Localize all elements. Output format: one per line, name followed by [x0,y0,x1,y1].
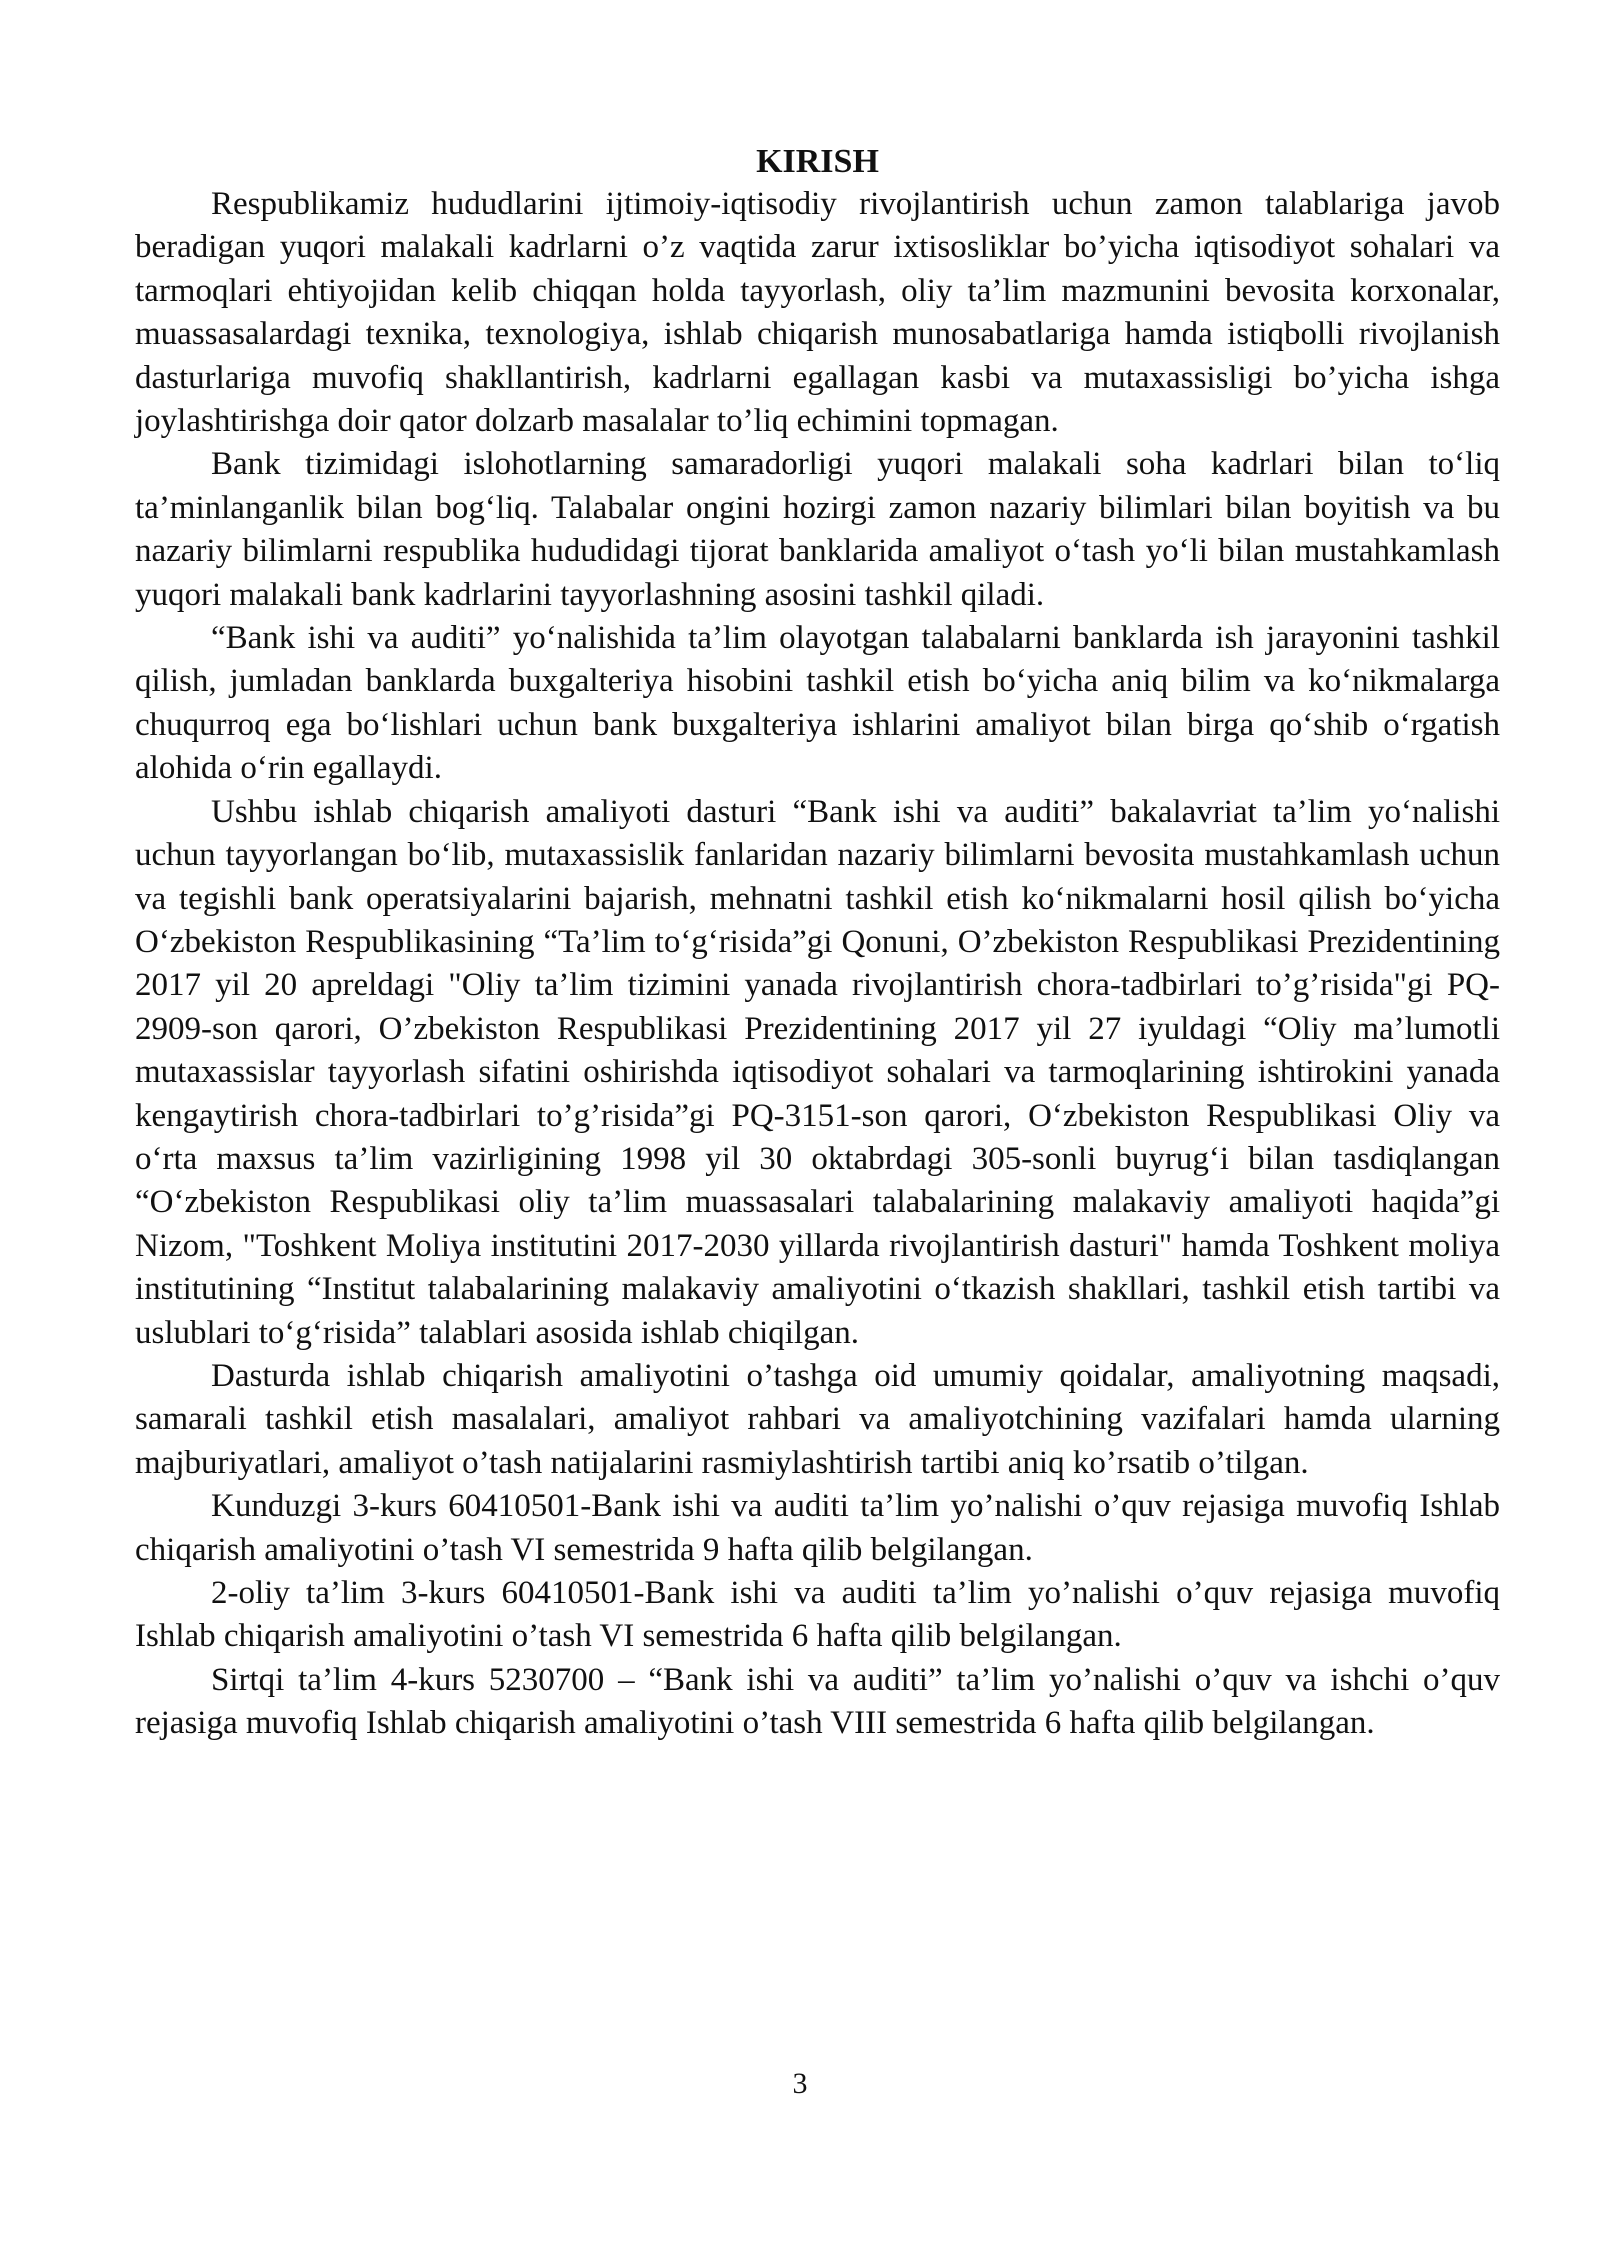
paragraph-bank-audit-direction: “Bank ishi va auditi” yo‘nalishida ta’lim olayotgan talabalarni banklarda ish jarayonini tashkil qilish, jumladan banklarda buxgalteriya hisobini tashkil etish bo‘yicha aniq bilim va ko‘nikmalarga chuqurroq ega bo‘lishlari uchun bank buxgalteriya ishlarini amaliyot bilan birga qo‘shib o‘rgatish alohida o‘rin egallaydi. [135,620,1500,787]
paragraph-program-basis: Ushbu ishlab chiqarish amaliyoti dasturi “Bank ishi va auditi” bakalavriat ta’lim yo‘nalishi uchun tayyorlangan bo‘lib, mutaxassislik fanlaridan nazariy bilimlarni bevosita mustahkamlash uchun va tegishli bank operatsiyalarini bajarish, mehnatni tashkil etish ko‘nikmalarni hosil qilish bo‘yicha O‘zbekiston Respublikasining “Ta’lim to‘g‘risida”gi Qonuni, O’zbekiston Respublikasi Prezidentining 2017 yil 20 apreldagi "Oliy ta’lim tizimini yanada rivojlantirish chora-tadbirlari to’g’risida"gi PQ-2909-son qarori, O’zbekiston Respublikasi Prezidentining 2017 yil 27 iyuldagi “Oliy ma’lumotli mutaxassislar tayyorlash sifatini oshirishda iqtisodiyot sohalari va tarmoqlarining ishtirokini yanada kengaytirish chora-tadbirlari to’g’risida”gi PQ-3151-son qarori, O‘zbekiston Respublikasi Oliy va o‘rta maxsus ta’lim vazirligining 1998 yil 30 oktabrdagi 305-sonli buyrug‘i bilan tasdiqlangan “O‘zbekiston Respublikasi oliy ta’lim muassasalari talabalarining malakaviy amaliyoti haqida”gi Nizom, "Toshkent Moliya institutini 2017-2030 yillarda rivojlantirish dasturi" hamda Toshkent moliya institutining “Institut talabalarining malakaviy amaliyotini o‘tkazish shakllari, tashkil etish tartibi va uslublari to‘g‘risida” talablari asosida ishlab chiqilgan. [135,793,1500,1351]
paragraph-correspondence-course: Sirtqi ta’lim 4-kurs 5230700 – “Bank ishi va auditi” ta’lim yo’nalishi o’quv va ishchi o’quv rejasiga muvofiq Ishlab chiqarish amaliyotini o’tash VIII semestrida 6 hafta qilib belgilangan. [135,1661,1500,1742]
paragraph-bank-reforms: Bank tizimidagi islohotlarning samaradorligi yuqori malakali soha kadrlari bilan to‘liq ta’minlanganlik bilan bog‘liq. Talabalar ongini hozirgi zamon nazariy bilimlari bilan boyitish va bu nazariy bilimlarni respublika hududidagi tijorat banklarida amaliyot o‘tash yo‘li bilan mustahkamlash yuqori malakali bank kadrlarini tayyorlashning asosini tashkil qiladi. [135,446,1500,613]
paragraph-program-contents: Dasturda ishlab chiqarish amaliyotini o’tashga oid umumiy qoidalar, amaliyotning maqsadi, samarali tashkil etish masalalari, amaliyot rahbari va amaliyotchining vazifalari hamda ularning majburiyatlari, amaliyot o’tash natijalarini rasmiylashtirish tartibi aniq ko’rsatib o’tilgan. [135,1357,1500,1481]
paragraph-daytime-course: Kunduzgi 3-kurs 60410501-Bank ishi va auditi ta’lim yo’nalishi o’quv rejasiga muvofiq Ishlab chiqarish amaliyotini o’tash VI semestrida 9 hafta qilib belgilangan. [135,1488,1500,1568]
page-number: 3 [792,2067,808,2100]
paragraph-second-degree-course: 2-oliy ta’lim 3-kurs 60410501-Bank ishi va auditi ta’lim yo’nalishi o’quv rejasiga muvofiq Ishlab chiqarish amaliyotini o’tash VI semestrida 6 hafta qilib belgilangan. [135,1575,1500,1655]
page-title: KIRISH [756,143,879,180]
document-page [135,140,1500,1746]
paragraph-intro: Respublikamiz hududlarini ijtimoiy-iqtisodiy rivojlantirish uchun zamon talablariga javob beradigan yuqori malakali kadrlarni o’z vaqtida zarur ixtisosliklar bo’yicha iqtisodiyot sohalari va tarmoqlari ehtiyojidan kelib chiqqan holda tayyorlash, oliy ta’lim mazmunini bevosita korxonalar, muassasalardagi texnika, texnologiya, ishlab chiqarish munosabatlariga hamda istiqbolli rivojlanish dasturlariga muvofiq shakllantirish, kadrlarni egallagan kasbi va mutaxassisligi bo’yicha ishga joylashtirishga doir qator dolzarb masalalar to’liq echimini topmagan. [135,186,1500,440]
